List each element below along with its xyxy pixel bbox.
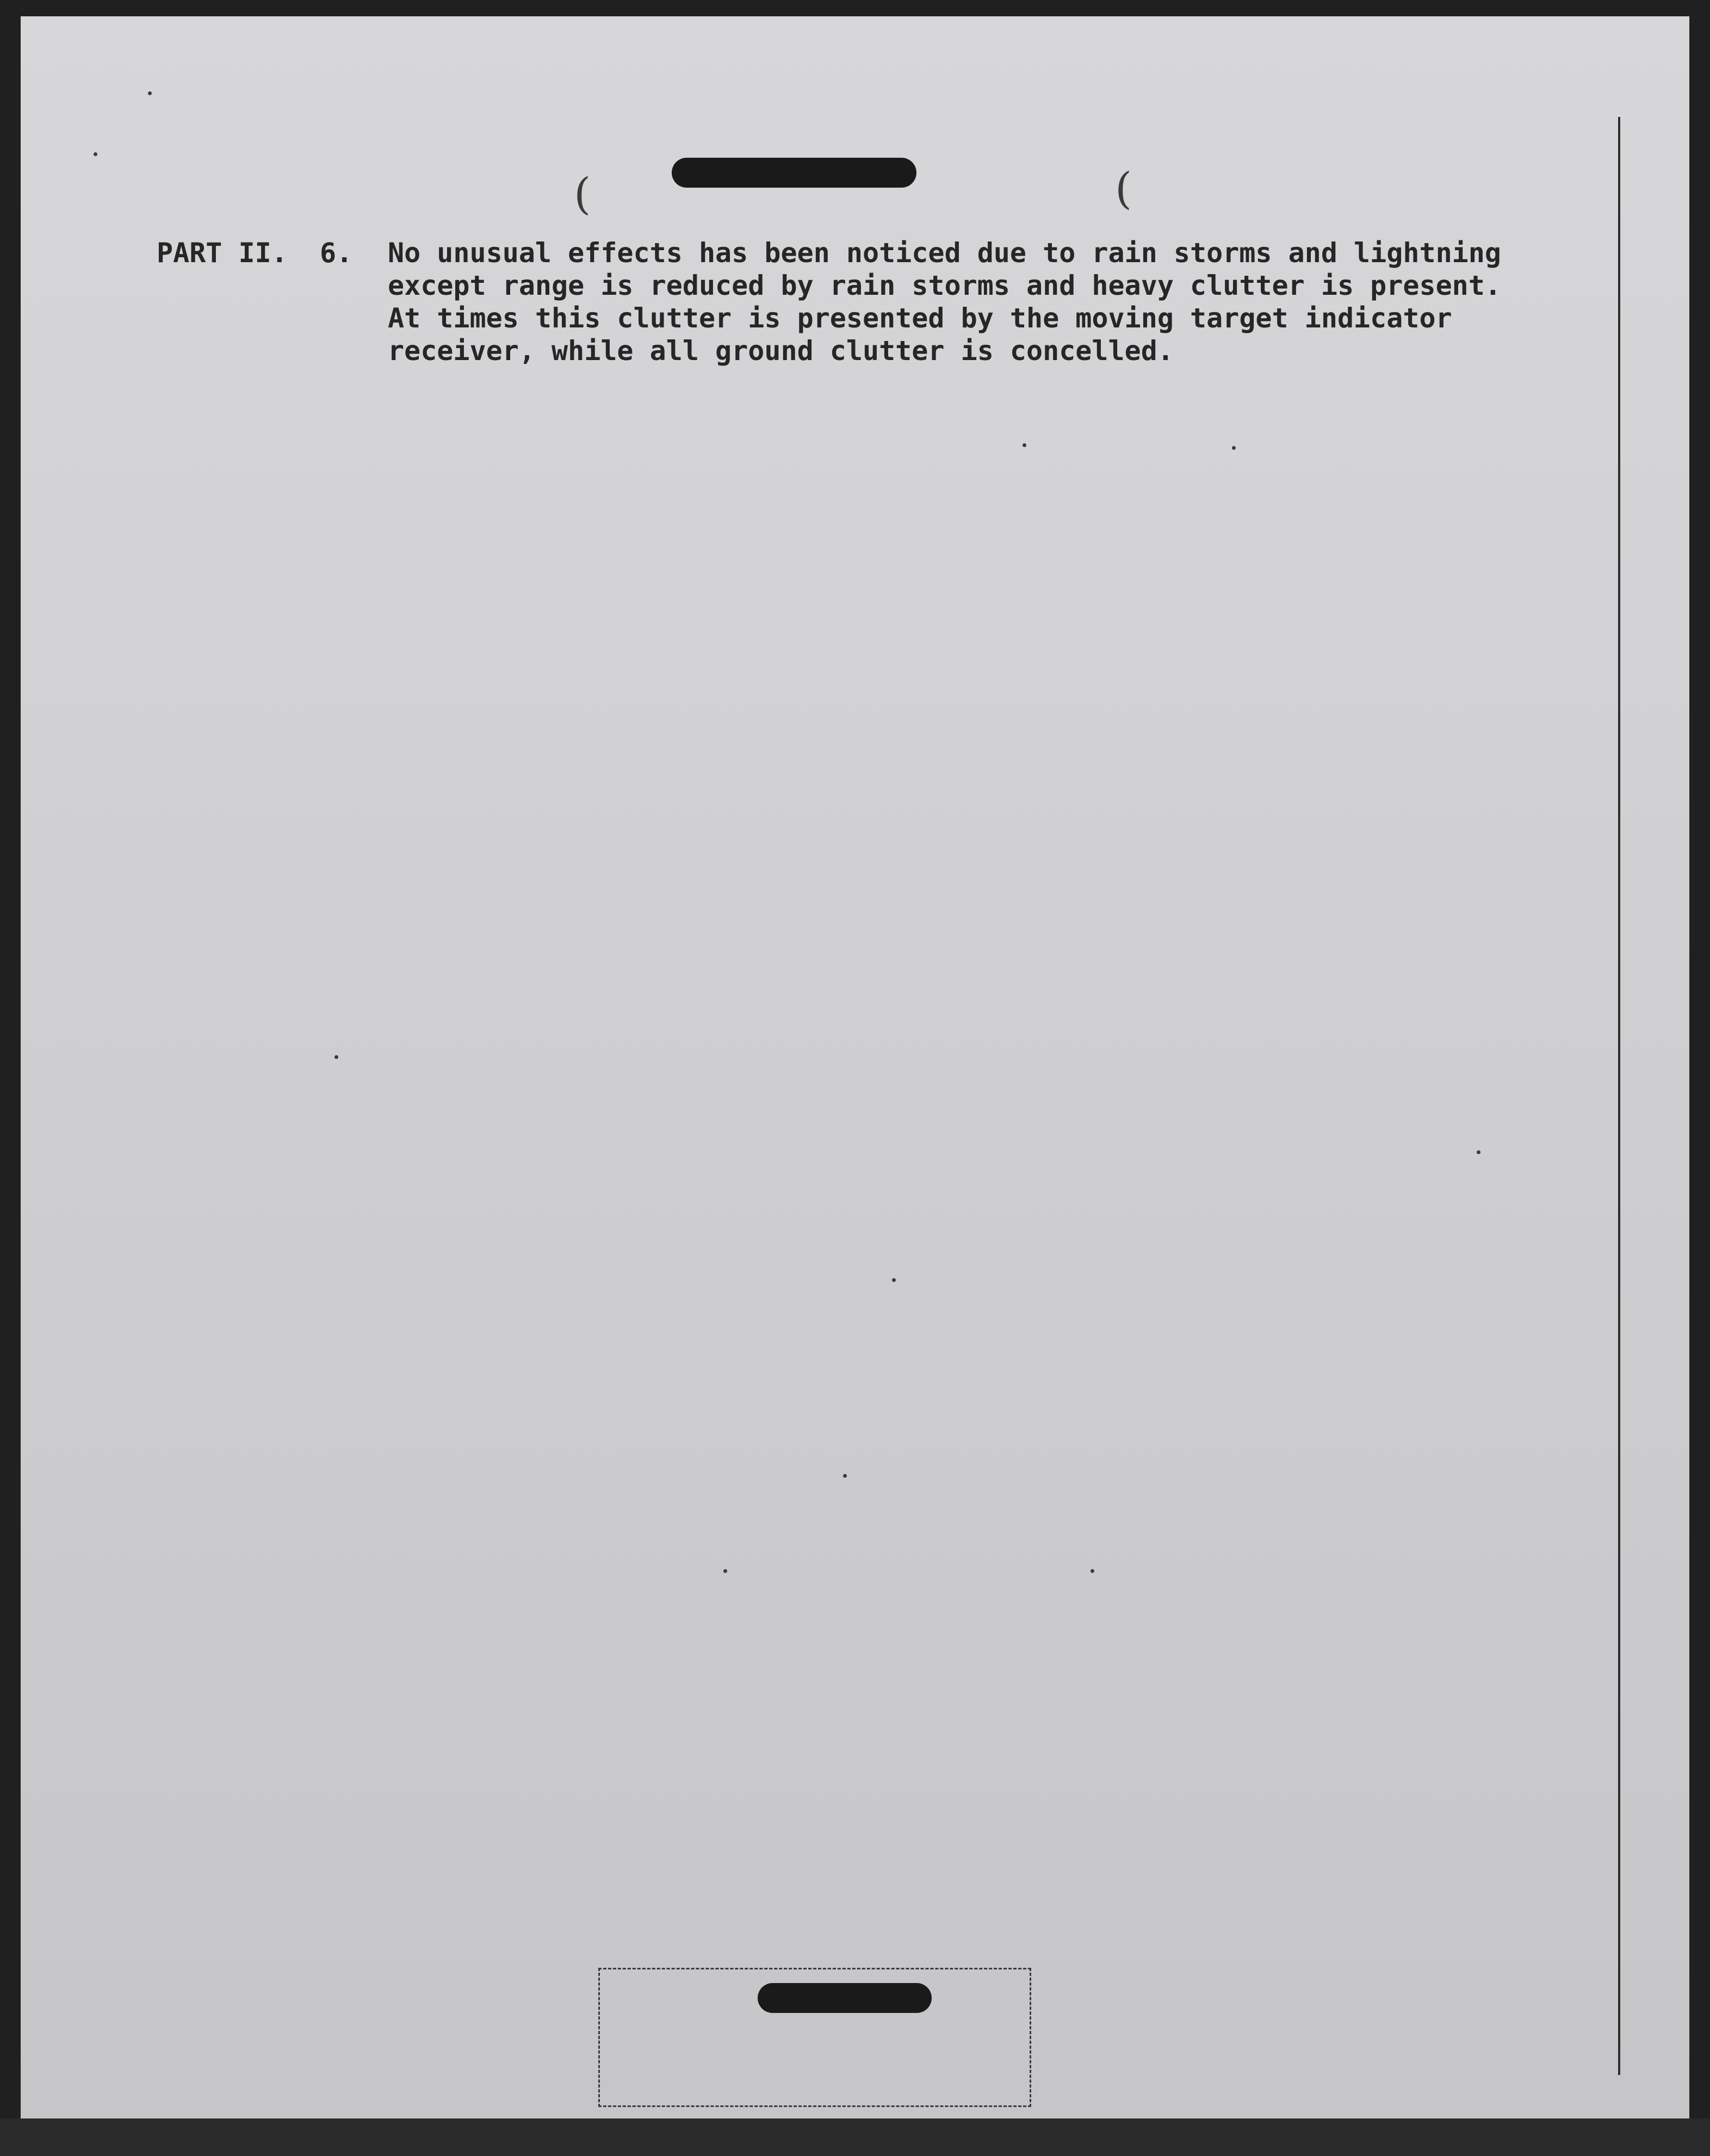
scan-bottom-edge xyxy=(0,2118,1710,2156)
scan-speck xyxy=(1091,1569,1094,1573)
paragraph-line: except range is reduced by rain storms and heavy clutter is present. xyxy=(388,270,1501,301)
paragraph-line: At times this clutter is presented by the moving target indicator xyxy=(388,302,1452,334)
scan-speck xyxy=(334,1055,338,1059)
paragraph-number: 6. xyxy=(320,237,353,269)
scan-speck xyxy=(723,1569,727,1573)
paragraph-line: No unusual effects has been noticed due to rain storms and lightning xyxy=(388,237,1501,269)
scan-speck xyxy=(148,91,152,95)
scan-speck xyxy=(94,152,97,156)
declassification-stamp xyxy=(598,1968,1031,2107)
right-parenthesis-mark: ( xyxy=(1115,163,1132,214)
scan-speck xyxy=(843,1474,847,1478)
paragraph-line: receiver, while all ground clutter is concelled. xyxy=(388,335,1174,367)
scan-speck xyxy=(892,1278,896,1282)
top-redaction-mark xyxy=(672,158,916,188)
scan-speck xyxy=(1023,443,1026,447)
scan-speck xyxy=(1232,446,1236,450)
scan-speck xyxy=(1477,1150,1480,1154)
paragraph-text xyxy=(388,237,1661,367)
left-parenthesis-mark: ( xyxy=(574,169,591,219)
page-margin-rule xyxy=(1618,117,1620,2075)
stamp-redaction-mark xyxy=(758,1983,932,2013)
part-label: PART II. xyxy=(157,237,288,269)
